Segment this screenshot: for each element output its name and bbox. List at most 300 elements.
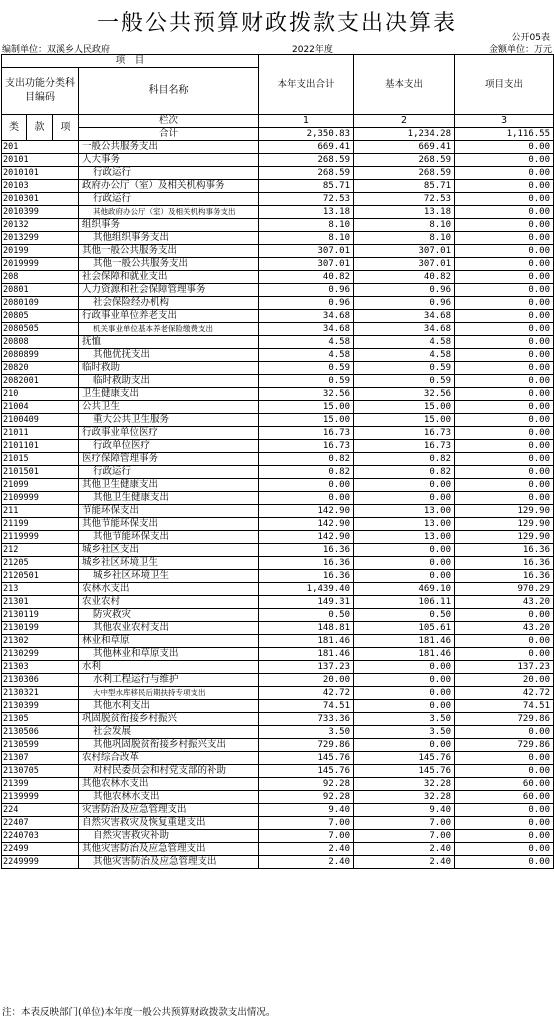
row-code: 210 xyxy=(2,388,79,401)
table-row xyxy=(2,206,554,219)
total-row xyxy=(2,128,554,141)
table-row xyxy=(2,336,554,349)
row-name: 重大公共卫生服务 xyxy=(79,414,259,427)
row-code: 2101501 xyxy=(2,466,79,479)
row-total: 4.58 xyxy=(259,336,354,349)
row-project: 0.00 xyxy=(455,219,554,232)
row-name: 卫生健康支出 xyxy=(79,388,259,401)
row-basic: 34.68 xyxy=(354,323,455,336)
row-project: 0.00 xyxy=(455,648,554,661)
row-basic: 85.71 xyxy=(354,180,455,193)
row-total: 181.46 xyxy=(259,648,354,661)
row-name: 公共卫生 xyxy=(79,401,259,414)
table-row xyxy=(2,648,554,661)
row-total: 268.59 xyxy=(259,154,354,167)
row-total: 16.73 xyxy=(259,440,354,453)
row-total: 16.73 xyxy=(259,427,354,440)
table-row xyxy=(2,167,554,180)
row-total: 0.96 xyxy=(259,297,354,310)
row-code: 21307 xyxy=(2,752,79,765)
row-code: 20801 xyxy=(2,284,79,297)
row-name: 其他一般公共服务支出 xyxy=(79,258,259,271)
row-basic: 15.00 xyxy=(354,414,455,427)
row-basic: 16.73 xyxy=(354,427,455,440)
row-project: 16.36 xyxy=(455,557,554,570)
row-code: 21205 xyxy=(2,557,79,570)
table-row xyxy=(2,505,554,518)
expenditure-table xyxy=(1,54,554,869)
table-row xyxy=(2,284,554,297)
code-header: 支出功能分类科目编码 xyxy=(2,68,79,115)
row-total: 7.00 xyxy=(259,830,354,843)
row-name: 行政运行 xyxy=(79,167,259,180)
table-row xyxy=(2,765,554,778)
table-row xyxy=(2,154,554,167)
row-name: 城乡社区支出 xyxy=(79,544,259,557)
row-project: 43.20 xyxy=(455,622,554,635)
row-basic: 13.00 xyxy=(354,518,455,531)
row-project: 0.00 xyxy=(455,141,554,154)
row-total: 307.01 xyxy=(259,258,354,271)
row-basic: 8.10 xyxy=(354,219,455,232)
row-basic: 34.68 xyxy=(354,310,455,323)
row-code: 2130299 xyxy=(2,648,79,661)
row-project: 0.00 xyxy=(455,336,554,349)
row-basic: 2.40 xyxy=(354,856,455,869)
row-name: 政府办公厅（室）及相关机构事务 xyxy=(79,180,259,193)
row-project: 729.86 xyxy=(455,739,554,752)
row-total: 42.72 xyxy=(259,687,354,700)
row-name: 城乡社区环境卫生 xyxy=(79,570,259,583)
row-basic: 0.00 xyxy=(354,544,455,557)
row-name: 行政运行 xyxy=(79,466,259,479)
table-row xyxy=(2,817,554,830)
table-row xyxy=(2,739,554,752)
row-project: 129.90 xyxy=(455,531,554,544)
row-basic: 307.01 xyxy=(354,258,455,271)
row-total: 2.40 xyxy=(259,856,354,869)
row-project: 0.00 xyxy=(455,232,554,245)
row-total: 181.46 xyxy=(259,635,354,648)
row-total: 74.51 xyxy=(259,700,354,713)
table-row xyxy=(2,440,554,453)
row-project: 0.00 xyxy=(455,817,554,830)
compiling-unit: 编制单位：双溪乡人民政府 xyxy=(2,45,111,55)
row-code: 2119999 xyxy=(2,531,79,544)
lei-header: 类 xyxy=(2,115,27,141)
row-code: 2130119 xyxy=(2,609,79,622)
row-project: 0.00 xyxy=(455,388,554,401)
row-project: 0.00 xyxy=(455,843,554,856)
row-total: 92.28 xyxy=(259,778,354,791)
table-row xyxy=(2,726,554,739)
row-code: 22499 xyxy=(2,843,79,856)
row-project: 0.00 xyxy=(455,427,554,440)
xiang-header: 项 xyxy=(53,115,79,141)
row-project: 20.00 xyxy=(455,674,554,687)
table-row xyxy=(2,271,554,284)
table-row xyxy=(2,492,554,505)
row-name: 节能环保支出 xyxy=(79,505,259,518)
row-basic: 0.59 xyxy=(354,362,455,375)
row-code: 211 xyxy=(2,505,79,518)
row-basic: 7.00 xyxy=(354,830,455,843)
header-row-1 xyxy=(2,55,554,68)
row-code: 2101101 xyxy=(2,440,79,453)
row-code: 20199 xyxy=(2,245,79,258)
row-name: 一般公共服务支出 xyxy=(79,141,259,154)
row-name: 农村综合改革 xyxy=(79,752,259,765)
row-name: 行政事业单位医疗 xyxy=(79,427,259,440)
row-total: 32.56 xyxy=(259,388,354,401)
row-basic: 40.82 xyxy=(354,271,455,284)
row-project: 0.00 xyxy=(455,440,554,453)
row-name: 人力资源和社会保障管理事务 xyxy=(79,284,259,297)
row-project: 43.20 xyxy=(455,596,554,609)
row-total: 16.36 xyxy=(259,557,354,570)
row-basic: 0.82 xyxy=(354,466,455,479)
row-name: 林业和草原 xyxy=(79,635,259,648)
table-row xyxy=(2,791,554,804)
table-row xyxy=(2,674,554,687)
table-row xyxy=(2,700,554,713)
row-basic: 4.58 xyxy=(354,349,455,362)
row-code: 20805 xyxy=(2,310,79,323)
row-code: 2130306 xyxy=(2,674,79,687)
row-total: 137.23 xyxy=(259,661,354,674)
row-total: 142.90 xyxy=(259,505,354,518)
table-row xyxy=(2,622,554,635)
row-name: 其他农业农村支出 xyxy=(79,622,259,635)
table-row xyxy=(2,557,554,570)
row-total: 145.76 xyxy=(259,752,354,765)
row-total: 0.00 xyxy=(259,492,354,505)
row-code: 2130399 xyxy=(2,700,79,713)
table-row xyxy=(2,219,554,232)
amount-unit: 金额单位：万元 xyxy=(488,45,552,55)
table-row xyxy=(2,193,554,206)
row-total: 268.59 xyxy=(259,167,354,180)
row-total: 0.82 xyxy=(259,466,354,479)
row-total: 16.36 xyxy=(259,570,354,583)
row-project: 0.00 xyxy=(455,635,554,648)
row-name: 其他政府办公厅（室）及相关机构事务支出 xyxy=(79,206,259,219)
row-code: 21099 xyxy=(2,479,79,492)
row-name: 水利工程运行与维护 xyxy=(79,674,259,687)
table-row xyxy=(2,752,554,765)
table-row xyxy=(2,609,554,622)
row-total: 13.18 xyxy=(259,206,354,219)
row-project: 0.00 xyxy=(455,167,554,180)
row-code: 212 xyxy=(2,544,79,557)
table-row xyxy=(2,570,554,583)
row-code: 22407 xyxy=(2,817,79,830)
row-total: 2.40 xyxy=(259,843,354,856)
row-name: 农林水支出 xyxy=(79,583,259,596)
row-project: 0.00 xyxy=(455,830,554,843)
row-code: 2080899 xyxy=(2,349,79,362)
row-basic: 72.53 xyxy=(354,193,455,206)
row-basic: 0.00 xyxy=(354,492,455,505)
row-total: 142.90 xyxy=(259,531,354,544)
row-code: 2249999 xyxy=(2,856,79,869)
row-project: 970.29 xyxy=(455,583,554,596)
row-code: 2130705 xyxy=(2,765,79,778)
table-row xyxy=(2,245,554,258)
row-basic: 3.50 xyxy=(354,726,455,739)
row-basic: 181.46 xyxy=(354,635,455,648)
table-row xyxy=(2,531,554,544)
table-row xyxy=(2,349,554,362)
row-code: 21399 xyxy=(2,778,79,791)
row-basic: 32.28 xyxy=(354,791,455,804)
row-code: 21303 xyxy=(2,661,79,674)
row-name: 行政运行 xyxy=(79,193,259,206)
row-name: 其他卫生健康支出 xyxy=(79,492,259,505)
row-total: 15.00 xyxy=(259,401,354,414)
row-total: 1,439.40 xyxy=(259,583,354,596)
row-name: 行政单位医疗 xyxy=(79,440,259,453)
row-total: 9.40 xyxy=(259,804,354,817)
row-basic: 0.00 xyxy=(354,739,455,752)
total-column-header: 本年支出合计 xyxy=(259,55,354,115)
row-basic: 32.28 xyxy=(354,778,455,791)
row-name: 其他灾害防治及应急管理支出 xyxy=(79,856,259,869)
row-project: 16.36 xyxy=(455,544,554,557)
row-project: 60.00 xyxy=(455,791,554,804)
row-name: 其他农林水支出 xyxy=(79,778,259,791)
table-row xyxy=(2,843,554,856)
row-project: 0.00 xyxy=(455,245,554,258)
row-name: 抚恤 xyxy=(79,336,259,349)
row-project: 0.00 xyxy=(455,349,554,362)
row-project: 729.86 xyxy=(455,713,554,726)
table-row xyxy=(2,778,554,791)
row-total: 733.36 xyxy=(259,713,354,726)
row-total: 8.10 xyxy=(259,219,354,232)
row-code: 20101 xyxy=(2,154,79,167)
row-name: 自然灾害救灾及恢复重建支出 xyxy=(79,817,259,830)
table-row xyxy=(2,804,554,817)
table-row xyxy=(2,518,554,531)
row-basic: 13.00 xyxy=(354,531,455,544)
row-basic: 145.76 xyxy=(354,752,455,765)
row-basic: 4.58 xyxy=(354,336,455,349)
row-basic: 469.10 xyxy=(354,583,455,596)
row-code: 2080109 xyxy=(2,297,79,310)
row-project: 0.00 xyxy=(455,401,554,414)
table-row xyxy=(2,635,554,648)
table-row xyxy=(2,297,554,310)
row-total: 4.58 xyxy=(259,349,354,362)
row-code: 2130199 xyxy=(2,622,79,635)
row-total: 20.00 xyxy=(259,674,354,687)
table-row xyxy=(2,479,554,492)
row-total: 307.01 xyxy=(259,245,354,258)
row-code: 21004 xyxy=(2,401,79,414)
row-basic: 145.76 xyxy=(354,765,455,778)
row-total: 72.53 xyxy=(259,193,354,206)
row-name: 防灾救灾 xyxy=(79,609,259,622)
row-basic: 16.73 xyxy=(354,440,455,453)
row-project: 0.00 xyxy=(455,479,554,492)
row-project: 0.00 xyxy=(455,609,554,622)
row-name: 人大事务 xyxy=(79,154,259,167)
row-code: 2010101 xyxy=(2,167,79,180)
row-code: 2010301 xyxy=(2,193,79,206)
row-code: 20820 xyxy=(2,362,79,375)
footnote: 注：本表反映部门(单位)本年度一般公共预算财政拨款支出情况。 xyxy=(2,1007,276,1018)
table-row xyxy=(2,141,554,154)
row-total: 729.86 xyxy=(259,739,354,752)
row-project: 0.00 xyxy=(455,726,554,739)
total-basic-value: 1,234.28 xyxy=(354,128,455,141)
row-total: 145.76 xyxy=(259,765,354,778)
row-name: 社会发展 xyxy=(79,726,259,739)
row-code: 213 xyxy=(2,583,79,596)
row-total: 40.82 xyxy=(259,271,354,284)
row-basic: 0.00 xyxy=(354,700,455,713)
table-number: 公开05表 xyxy=(511,33,550,43)
row-name: 医疗保障管理事务 xyxy=(79,453,259,466)
row-name: 巩固脱贫衔接乡村振兴 xyxy=(79,713,259,726)
row-basic: 15.00 xyxy=(354,401,455,414)
row-project: 0.00 xyxy=(455,752,554,765)
table-row xyxy=(2,310,554,323)
row-code: 208 xyxy=(2,271,79,284)
row-basic: 0.59 xyxy=(354,375,455,388)
row-project: 129.90 xyxy=(455,518,554,531)
row-name: 临时救助支出 xyxy=(79,375,259,388)
row-basic: 0.00 xyxy=(354,557,455,570)
lanci-header: 栏次 xyxy=(79,115,259,128)
name-header: 科目名称 xyxy=(79,68,259,115)
table-row xyxy=(2,388,554,401)
row-code: 2139999 xyxy=(2,791,79,804)
row-basic: 105.61 xyxy=(354,622,455,635)
row-name: 对村民委员会和村党支部的补助 xyxy=(79,765,259,778)
table-row xyxy=(2,401,554,414)
row-total: 0.50 xyxy=(259,609,354,622)
row-basic: 0.50 xyxy=(354,609,455,622)
row-project: 129.90 xyxy=(455,505,554,518)
meta-line xyxy=(2,42,552,54)
row-code: 2109999 xyxy=(2,492,79,505)
table-row xyxy=(2,323,554,336)
table-row xyxy=(2,583,554,596)
row-project: 0.00 xyxy=(455,193,554,206)
row-basic: 13.00 xyxy=(354,505,455,518)
row-total: 3.50 xyxy=(259,726,354,739)
row-total: 0.82 xyxy=(259,453,354,466)
row-name: 其他节能环保支出 xyxy=(79,531,259,544)
row-code: 21305 xyxy=(2,713,79,726)
table-row xyxy=(2,661,554,674)
row-basic: 181.46 xyxy=(354,648,455,661)
project-column-header: 项目支出 xyxy=(455,55,554,115)
row-project: 0.00 xyxy=(455,258,554,271)
row-project: 0.00 xyxy=(455,206,554,219)
row-name: 其他农林水支出 xyxy=(79,791,259,804)
row-basic: 7.00 xyxy=(354,817,455,830)
row-basic: 0.00 xyxy=(354,661,455,674)
col-number-1: 1 xyxy=(259,115,354,128)
row-name: 组织事务 xyxy=(79,219,259,232)
row-project: 0.00 xyxy=(455,466,554,479)
row-code: 2019999 xyxy=(2,258,79,271)
row-total: 0.59 xyxy=(259,375,354,388)
row-project: 0.00 xyxy=(455,765,554,778)
header-row-4 xyxy=(2,115,554,128)
table-row xyxy=(2,258,554,271)
row-total: 7.00 xyxy=(259,817,354,830)
row-code: 2130321 xyxy=(2,687,79,700)
row-project: 0.00 xyxy=(455,323,554,336)
table-row xyxy=(2,375,554,388)
table-row xyxy=(2,713,554,726)
row-total: 34.68 xyxy=(259,323,354,336)
row-code: 21015 xyxy=(2,453,79,466)
row-name: 行政事业单位养老支出 xyxy=(79,310,259,323)
row-name: 其他节能环保支出 xyxy=(79,518,259,531)
table-row xyxy=(2,544,554,557)
row-total: 0.59 xyxy=(259,362,354,375)
row-total: 142.90 xyxy=(259,518,354,531)
row-code: 201 xyxy=(2,141,79,154)
row-project: 0.00 xyxy=(455,154,554,167)
table-row xyxy=(2,466,554,479)
row-project: 137.23 xyxy=(455,661,554,674)
row-code: 21199 xyxy=(2,518,79,531)
row-name: 机关事业单位基本养老保险缴费支出 xyxy=(79,323,259,336)
row-project: 0.00 xyxy=(455,492,554,505)
row-name: 其他优抚支出 xyxy=(79,349,259,362)
row-total: 85.71 xyxy=(259,180,354,193)
row-name: 自然灾害救灾补助 xyxy=(79,830,259,843)
row-basic: 0.00 xyxy=(354,479,455,492)
table-row xyxy=(2,687,554,700)
table-row xyxy=(2,414,554,427)
row-name: 灾害防治及应急管理支出 xyxy=(79,804,259,817)
row-code: 21302 xyxy=(2,635,79,648)
row-project: 0.00 xyxy=(455,284,554,297)
row-code: 2120501 xyxy=(2,570,79,583)
row-code: 21301 xyxy=(2,596,79,609)
row-total: 148.81 xyxy=(259,622,354,635)
row-total: 15.00 xyxy=(259,414,354,427)
row-code: 21011 xyxy=(2,427,79,440)
row-project: 60.00 xyxy=(455,778,554,791)
row-code: 2240703 xyxy=(2,830,79,843)
row-project: 16.36 xyxy=(455,570,554,583)
total-value: 2,350.83 xyxy=(259,128,354,141)
row-total: 34.68 xyxy=(259,310,354,323)
table-row xyxy=(2,427,554,440)
row-basic: 268.59 xyxy=(354,167,455,180)
row-project: 0.00 xyxy=(455,453,554,466)
row-basic: 0.96 xyxy=(354,297,455,310)
row-basic: 307.01 xyxy=(354,245,455,258)
row-name: 大中型水库移民后期扶持专项支出 xyxy=(79,687,259,700)
project-header: 项 目 xyxy=(2,55,259,68)
row-name: 其他水利支出 xyxy=(79,700,259,713)
row-project: 0.00 xyxy=(455,804,554,817)
row-name: 其他组织事务支出 xyxy=(79,232,259,245)
total-label: 合计 xyxy=(79,128,259,141)
row-basic: 32.56 xyxy=(354,388,455,401)
row-project: 0.00 xyxy=(455,297,554,310)
row-project: 0.00 xyxy=(455,180,554,193)
